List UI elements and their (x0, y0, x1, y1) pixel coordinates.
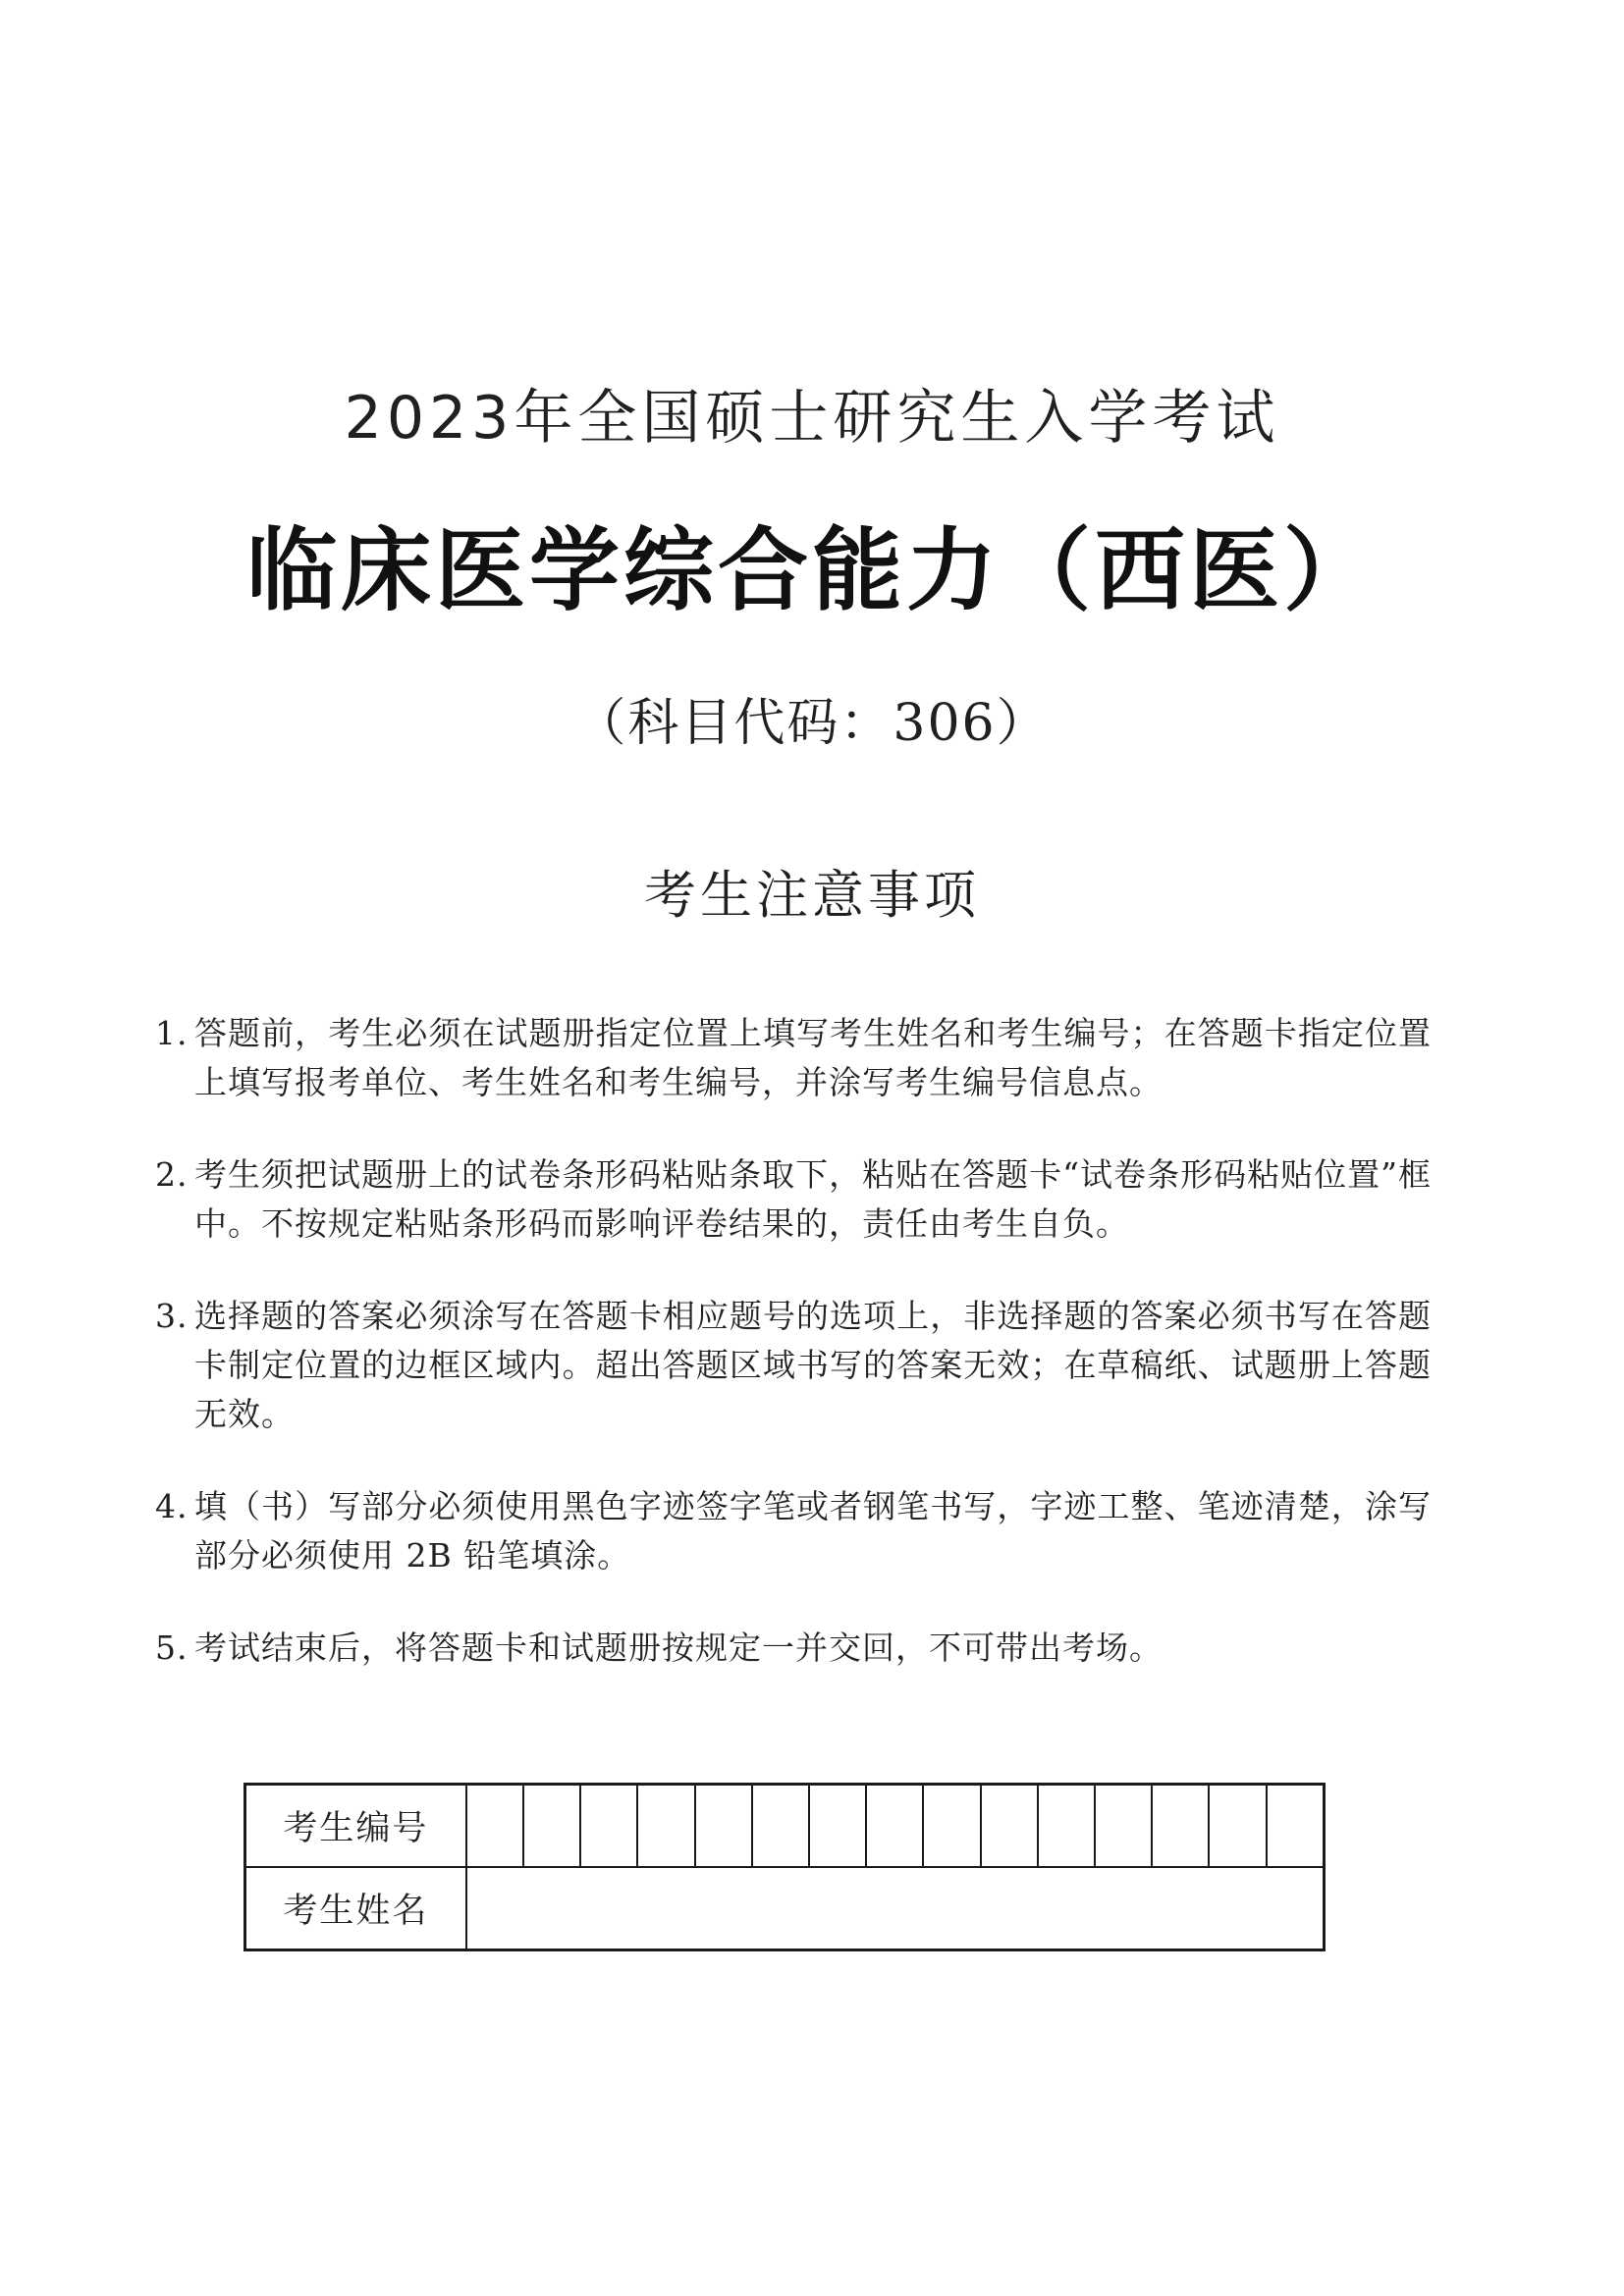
subject-title: 临床医学综合能力（西医） (245, 518, 1378, 623)
notice-item-text: 答题前，考生必须在试题册指定位置上填写考生姓名和考生编号；在答题卡指定位置上填写报考单位、考生姓名和考生编号，并涂写考生编号信息点。 (194, 1014, 1432, 1101)
notice-item-number: 1. (155, 1014, 189, 1052)
candidate-number-digit-box[interactable] (1209, 1785, 1266, 1868)
candidate-number-digit-box[interactable] (752, 1785, 809, 1868)
candidate-number-digit-box[interactable] (695, 1785, 752, 1868)
candidate-number-digit-box[interactable] (1095, 1785, 1152, 1868)
candidate-info-table (244, 1783, 1326, 1951)
candidate-number-digit-box[interactable] (1267, 1785, 1325, 1868)
notice-item (155, 1150, 1432, 1249)
candidate-number-digit-box[interactable] (466, 1785, 523, 1868)
candidate-number-row (245, 1785, 1325, 1868)
subject-code: （科目代码：306） (574, 694, 1050, 753)
notice-list (155, 1009, 1432, 1716)
notice-item-number: 3. (155, 1297, 189, 1335)
candidate-number-digit-box[interactable] (809, 1785, 866, 1868)
notice-item-number: 5. (155, 1629, 189, 1667)
notice-heading: 考生注意事项 (644, 866, 980, 926)
candidate-number-digit-box[interactable] (981, 1785, 1038, 1868)
notice-item-number: 4. (155, 1487, 189, 1525)
candidate-number-digit-box[interactable] (580, 1785, 637, 1868)
notice-item (155, 1009, 1432, 1107)
candidate-number-digit-box[interactable] (1152, 1785, 1209, 1868)
candidate-number-digit-box[interactable] (637, 1785, 694, 1868)
candidate-name-label: 考生姓名 (245, 1867, 466, 1950)
candidate-name-row (245, 1867, 1325, 1950)
notice-item (155, 1292, 1432, 1439)
candidate-name-field[interactable] (466, 1867, 1325, 1950)
notice-item-text: 填（书）写部分必须使用黑色字迹签字笔或者钢笔书写，字迹工整、笔迹清楚，涂写部分必须使用 2B 铅笔填涂。 (194, 1487, 1432, 1575)
candidate-number-digit-box[interactable] (1038, 1785, 1095, 1868)
notice-item (155, 1482, 1432, 1580)
notice-item-number: 2. (155, 1155, 189, 1194)
candidate-number-label: 考生编号 (245, 1785, 466, 1868)
notice-item-text: 选择题的答案必须涂写在答题卡相应题号的选项上，非选择题的答案必须书写在答题卡制定位置的边框区域内。超出答题区域书写的答案无效；在草稿纸、试题册上答题无效。 (194, 1297, 1432, 1433)
notice-item-text: 考生须把试题册上的试卷条形码粘贴条取下，粘贴在答题卡“试卷条形码粘贴位置”框中。不按规定粘贴条形码而影响评卷结果的，责任由考生自负。 (194, 1155, 1432, 1243)
candidate-number-digit-box[interactable] (523, 1785, 580, 1868)
notice-item-text: 考试结束后，将答题卡和试题册按规定一并交回，不可带出考场。 (194, 1629, 1163, 1667)
candidate-number-digit-box[interactable] (923, 1785, 980, 1868)
exam-title: 2023年全国硕士研究生入学考试 (344, 384, 1280, 453)
candidate-number-digit-box[interactable] (866, 1785, 923, 1868)
notice-item (155, 1624, 1432, 1673)
